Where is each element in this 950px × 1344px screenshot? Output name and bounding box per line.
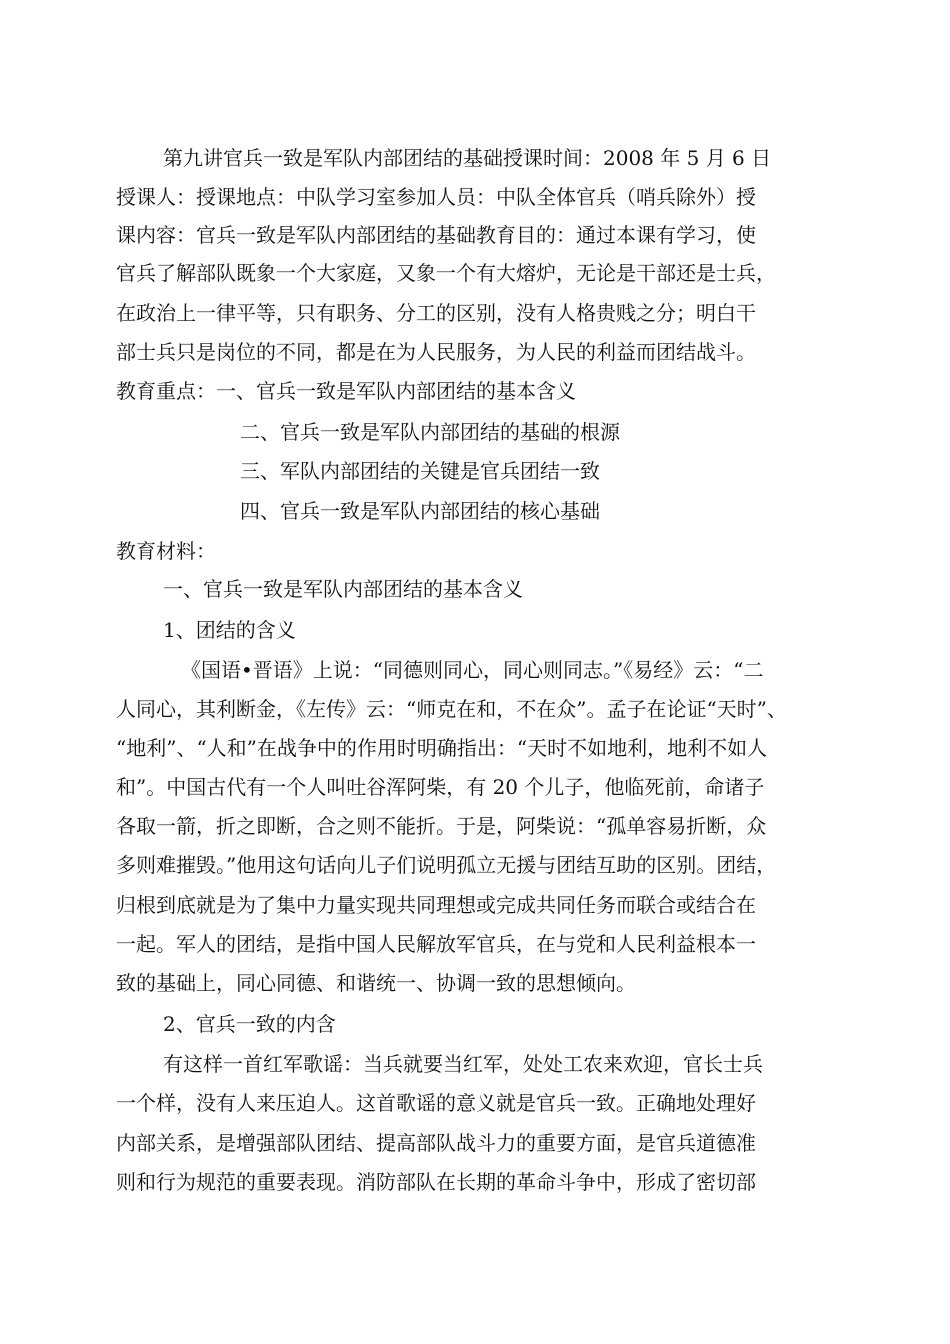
section-heading: 一、官兵一致是军队内部团结的基本含义 bbox=[163, 577, 523, 601]
body-text-line: 一个样，没有人来压迫人。这首歌谣的意义就是官兵一致。正确地处理好 bbox=[116, 1091, 756, 1115]
body-text-line: 在政治上一律平等，只有职务、分工的区别，没有人格贵贱之分；明白干 bbox=[116, 301, 756, 325]
body-text-line: 多则难摧毁。”他用这句话向儿子们说明孤立无援与团结互助的区别。团结， bbox=[116, 853, 777, 877]
subsection-heading: 2、官兵一致的内含 bbox=[163, 1012, 336, 1036]
body-text-line: 各取一箭，折之即断，合之则不能折。于是，阿柴说：“孤单容易折断，众 bbox=[116, 814, 767, 838]
body-text-line: 内部关系，是增强部队团结、提高部队战斗力的重要方面，是官兵道德准 bbox=[116, 1131, 756, 1155]
body-text-line: “地利”、“人和”在战争中的作用时明确指出：“天时不如地利，地利不如人 bbox=[116, 736, 768, 760]
body-text-line: 一起。军人的团结，是指中国人民解放军官兵，在与党和人民利益根本一 bbox=[116, 932, 756, 956]
body-text-line: 官兵了解部队既象一个大家庭，又象一个有大熔炉，无论是干部还是士兵， bbox=[116, 261, 776, 285]
body-text-line: 部士兵只是岗位的不同，都是在为人民服务，为人民的利益而团结战斗。 bbox=[116, 340, 756, 364]
subsection-heading: 1、团结的含义 bbox=[163, 618, 296, 642]
body-text-line: 归根到底就是为了集中力量实现共同理想或完成共同任务而联合或结合在 bbox=[116, 893, 756, 917]
body-text-line: 授课人：授课地点：中队学习室参加人员：中队全体官兵（哨兵除外）授 bbox=[116, 185, 756, 209]
body-text-line: 致的基础上，同心同德、和谐统一、协调一致的思想倾向。 bbox=[116, 971, 636, 995]
body-text-line: 人同心，其利断金，《左传》云：“师克在和，不在众”。孟子在论证“天时”、 bbox=[116, 697, 787, 721]
body-text-line: 有这样一首红军歌谣：当兵就要当红军，处处工农来欢迎，官长士兵 bbox=[163, 1052, 763, 1076]
body-text-line: 和”。中国古代有一个人叫吐谷浑阿柴，有 20 个儿子，他临死前，命诸子 bbox=[116, 775, 765, 799]
key-point-item: 三、军队内部团结的关键是官兵团结一致 bbox=[240, 459, 600, 483]
materials-heading: 教育材料： bbox=[116, 539, 216, 563]
lecture-title-line: 第九讲官兵一致是军队内部团结的基础授课时间：2008 年 5 月 6 日 bbox=[163, 146, 772, 170]
key-points-line: 教育重点：一、官兵一致是军队内部团结的基本含义 bbox=[116, 379, 576, 403]
key-point-item: 二、官兵一致是军队内部团结的基础的根源 bbox=[240, 420, 620, 444]
body-text-line: 课内容：官兵一致是军队内部团结的基础教育目的：通过本课有学习，使 bbox=[116, 223, 756, 247]
key-point-item: 四、官兵一致是军队内部团结的核心基础 bbox=[240, 499, 600, 523]
body-text-line: 《国语•晋语》上说：“同德则同心，同心则同志。”《易经》云：“二 bbox=[181, 658, 764, 682]
body-text-line: 则和行为规范的重要表现。消防部队在长期的革命斗争中，形成了密切部 bbox=[116, 1170, 756, 1194]
